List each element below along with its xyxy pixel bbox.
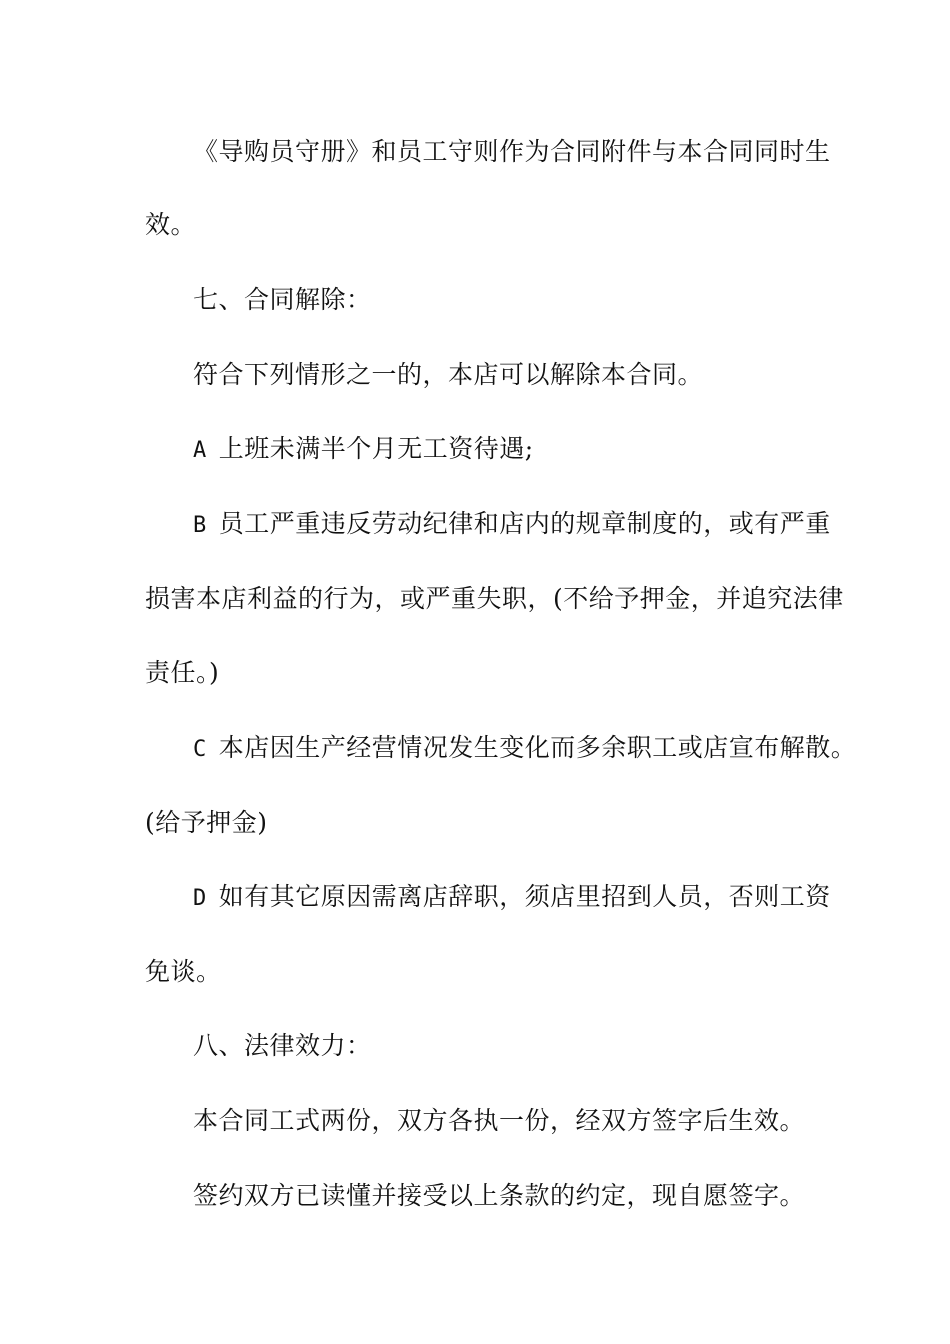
list-item-text: 本店因生产经营情况发生变化而多余职工或店宣布解散。 xyxy=(218,733,857,762)
paragraph-line: 符合下列情形之一的，本店可以解除本合同。 xyxy=(193,360,704,389)
section-heading-legal-effect: 八、法律效力： xyxy=(193,1031,372,1060)
list-item-text: 上班未满半个月无工资待遇; xyxy=(218,434,534,463)
paragraph-line: 责任。) xyxy=(145,658,220,687)
item-letter: B xyxy=(193,513,207,538)
list-item-c xyxy=(193,733,863,765)
paragraph-line: 免谈。 xyxy=(145,957,222,986)
list-item-text: 如有其它原因需离店辞职，须店里招到人员，否则工资 xyxy=(218,882,831,911)
section-heading-termination: 七、合同解除： xyxy=(193,285,372,314)
paragraph-line: 损害本店利益的行为，或严重失职，(不给予押金，并追究法律 xyxy=(145,584,844,613)
list-item-a xyxy=(193,434,863,466)
paragraph-line: 《导购员守册》和员工守则作为合同附件与本合同同时生 xyxy=(193,137,831,166)
list-item-d xyxy=(193,882,863,914)
list-item-text: 员工严重违反劳动纪律和店内的规章制度的，或有严重 xyxy=(218,509,831,538)
item-letter: C xyxy=(193,737,207,762)
item-letter: A xyxy=(193,438,207,463)
paragraph-line: 效。 xyxy=(145,210,197,239)
item-letter: D xyxy=(193,886,207,911)
paragraph-line: 签约双方已读懂并接受以上条款的约定，现自愿签字。 xyxy=(193,1181,806,1210)
paragraph-line: (给予押金) xyxy=(145,808,268,837)
list-item-b xyxy=(193,509,863,541)
paragraph-line: 本合同工式两份，双方各执一份，经双方签字后生效。 xyxy=(193,1106,806,1135)
